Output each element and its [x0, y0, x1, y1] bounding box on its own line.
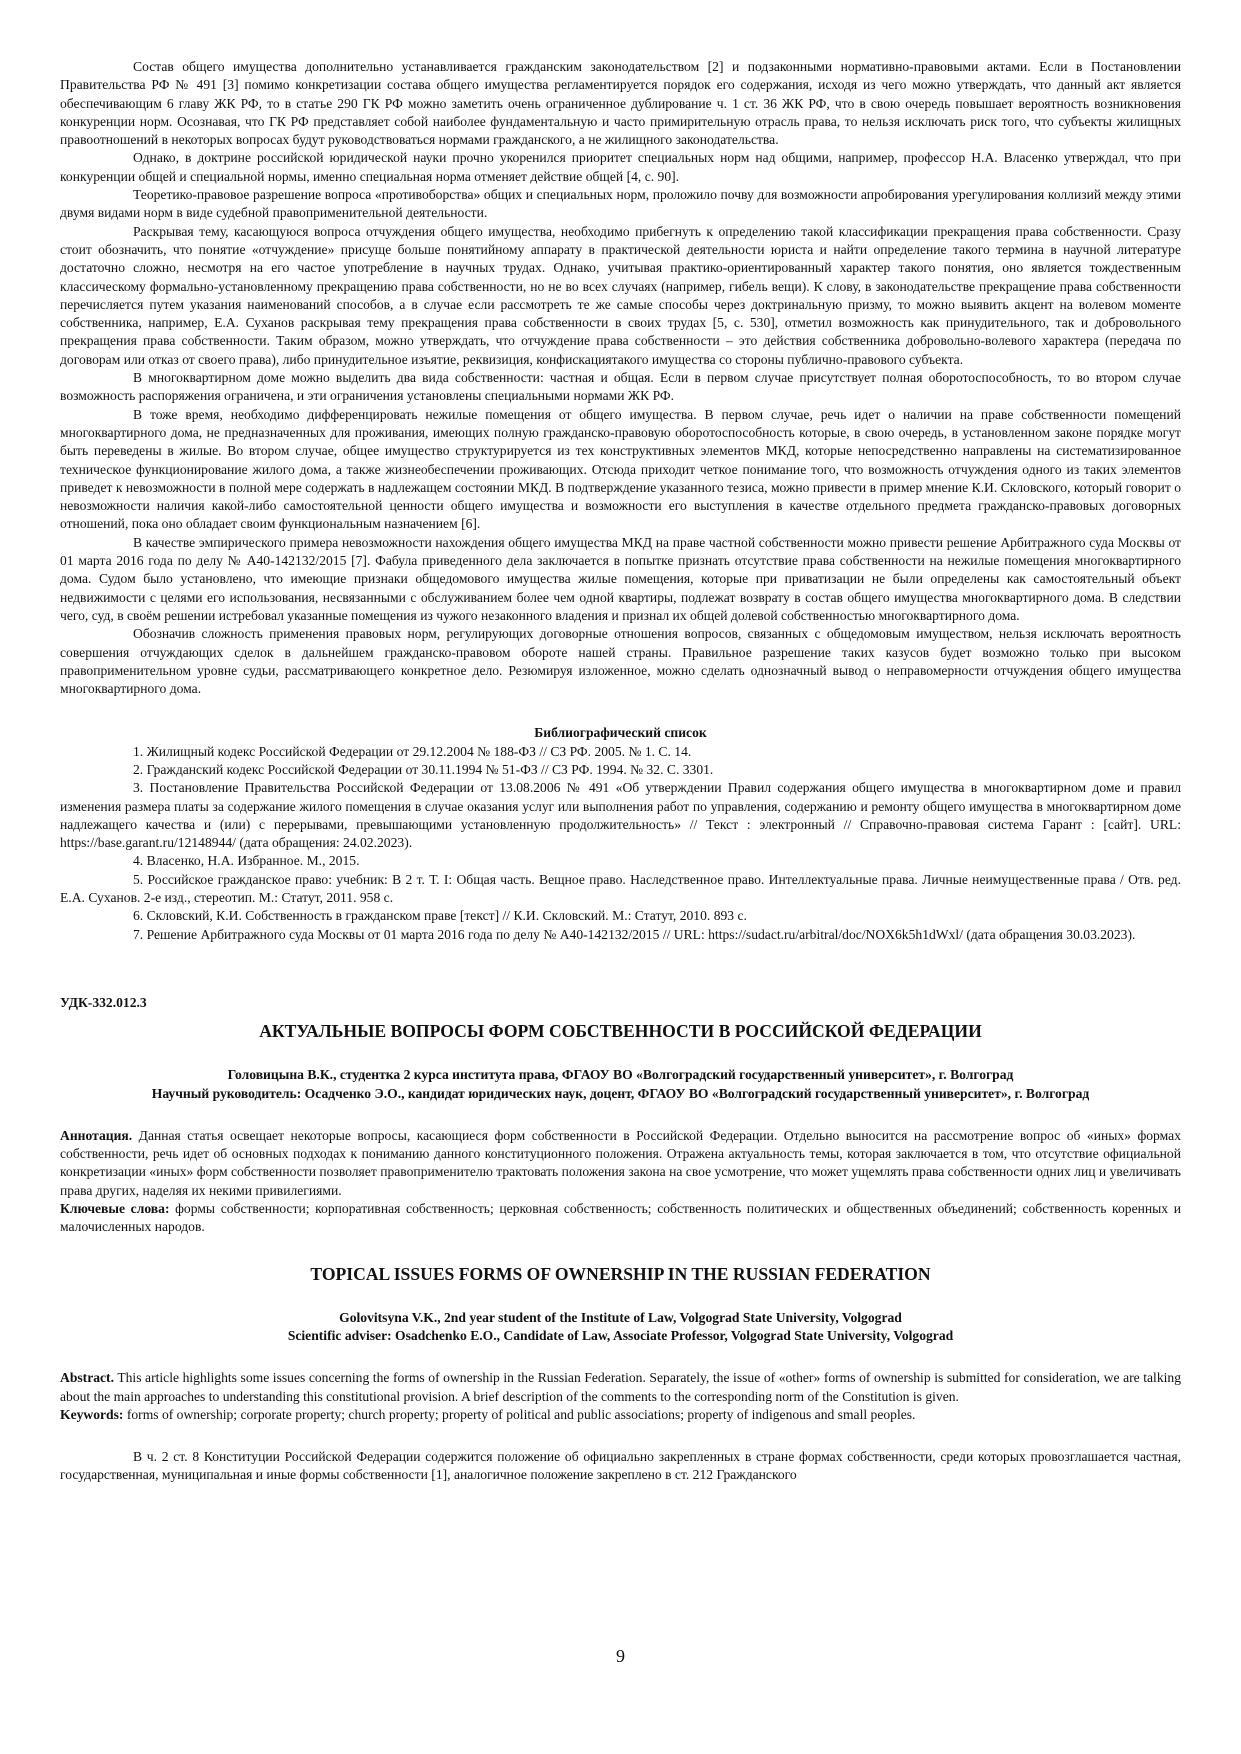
bibliography-item: 7. Решение Арбитражного суда Москвы от 01 марта 2016 года по делу № А40-142132/2015 // URL: https://sudact.ru/arbitral/doc/NOX6k5h1dWxl/ (дата обращения 30.03.2023).	[133, 926, 1136, 942]
article-body-start: В ч. 2 ст. 8 Конституции Российской Федерации содержится положение об официально закрепленных в стране формах собственности, среди которых провозглашается частная, государственная, муниципальная и иные формы собственности [1], аналогичное положение закреплено в ст. 212 Гражданского	[60, 1449, 1181, 1483]
page-number: 9	[616, 1646, 625, 1666]
annotation-block	[60, 1127, 1181, 1237]
abstract-label: Abstract.	[60, 1370, 114, 1386]
bibliography-item: 4. Власенко, Н.А. Избранное. М., 2015.	[133, 853, 360, 869]
keywords-en-label: Keywords:	[60, 1406, 124, 1422]
authors-en	[60, 1309, 1181, 1346]
abstract-block	[60, 1369, 1181, 1424]
keywords-en-text: forms of ownership; corporate property; church property; property of political and public associations; property of indigenous and small peoples.	[126, 1406, 916, 1422]
paragraph: Обозначив сложность применения правовых норм, регулирующих договорные отношения вопросов, связанных с общедомовым имуществом, нельзя исключать вероятность совершения отчуждающих сделок в дальнейшем гражданско-правовом обороте нашей страны. Правильное разрешение таких казусов будет возможно только при высоком правоприменительном уровне судьи, рассматривающего конкретное дело. Резюмируя изложенное, можно сделать однозначный вывод о неправомерности отчуждения общего имущества многоквартирного дома.	[60, 626, 1181, 697]
article-title-ru: АКТУАЛЬНЫЕ ВОПРОСЫ ФОРМ СОБСТВЕННОСТИ В РОССИЙСКОЙ ФЕДЕРАЦИИ	[259, 1021, 982, 1042]
bibliography-item: 5. Российское гражданское право: учебник: В 2 т. Т. I: Общая часть. Вещное право. Наследственное право. Интеллектуальные права. Личные неимущественные права / Отв. ред. Е.А. Суханов. 2-е изд., стереотип. М.: Статут, 2011. 958 с.	[60, 871, 1181, 906]
paragraph: Раскрывая тему, касающуюся вопроса отчуждения общего имущества, необходимо прибегнуть к определению такой классификации прекращения права собственности. Сразу стоит обозначить, что понятие «отчуждение» присуще больше понятийному аппарату в практической деятельности юриста и найти определение такого термина в научной литературе достаточно сложно, несмотря на его частое употребление в научных трудах. Однако, учитывая практико-ориентированный характер такого понятия, оно является тождественным классическому формально-установленному прекращению права собственности, но не во всех случаях (например, гибель вещи). К слову, в законодательстве прекращение права собственности перечисляется путем указания наименований способов, а в случае если рассмотреть те же самые способы через доктринальную призму, то можно выявить акцент на волевом моменте собственника, например, Е.А. Суханов раскрывая тему прекращения права собственности в своих трудах [5, с. 530], отметил возможность как принудительного, так и добровольного прекращения права собственности. Таким образом, можно утверждать, что отчуждение права собственности – это действия собственника добровольно-волевого характера (передача по договорам или отказ от своего права), либо принудительное изъятие, реквизиция, конфискациятакого имущества со стороны публично-правового субъекта.	[60, 223, 1181, 367]
keywords-en	[60, 1406, 1181, 1424]
author-en: Golovitsyna V.K., 2nd year student of the Institute of Law, Volgograd State University, Volgograd	[339, 1309, 902, 1325]
paragraph: В многоквартирном доме можно выделить два вида собственности: частная и общая. Если в первом случае присутствует полная оборотоспособность, то во втором случае возможность распоряжения ограничена, и эти ограничения установлены специальными нормами ЖК РФ.	[60, 370, 1181, 404]
keywords-text: формы собственности; корпоративная собственность; церковная собственность; собственность политических и общественных объединений; собственность коренных и малочисленных народов.	[60, 1201, 1181, 1235]
udk-code: УДК-332.012.3	[60, 994, 147, 1010]
bibliography-item: 3. Постановление Правительства Российской Федерации от 13.08.2006 № 491 «Об утверждении Правил содержания общего имущества в многоквартирном доме и правил изменения размера платы за содержание жилого помещения в случае оказания услуг или выполнения работ по управления, содержанию и ремонту общего имущества в многоквартирном доме надлежащего качества и (или) с перерывами, превышающими установленную продолжительность» // Текст : электронный // Справочно-правовая система Гарант : [сайт]. URL: https://base.garant.ru/12148944/ (дата обращения: 24.02.2023).	[60, 780, 1181, 851]
keywords-ru	[60, 1200, 1181, 1237]
paragraph: В качестве эмпирического примера невозможности нахождения общего имущества МКД на праве частной собственности можно привести решение Арбитражного суда Москвы от 01 марта 2016 года по делу № А40-142132/2015 [7]. Фабула приведенного дела заключается в попытке признать отсутствие права собственности на нежилые помещения многоквартирного дома. Судом было установлено, что имеющие признаки общедомового имущества жилые помещения, которые при приватизации не были определены как самостоятельный объект недвижимости с целями его использования, несвязанными с обслуживанием более чем одной квартиры, подлежат возврату в состав общего имущества многоквартирного дома. В следствии чего, суд, в своём решении истребовал указанные помещения из чужого незаконного владения и признал их общей долевой собственностью многоквартирного дома.	[60, 534, 1181, 623]
bibliography-item: 2. Гражданский кодекс Российской Федерации от 30.11.1994 № 51-ФЗ // СЗ РФ. 1994. № 32. С. 3301.	[133, 761, 714, 777]
abstract-text: This article highlights some issues concerning the forms of ownership in the Russian Federation. Separately, the issue of «other» forms of ownership is submitted for consideration, we are talking about the main approaches to understanding this constitutional provision. A brief description of the comments to the corresponding norm of the Constitution is given.	[60, 1370, 1181, 1404]
article-title-en: TOPICAL ISSUES FORMS OF OWNERSHIP IN THE RUSSIAN FEDERATION	[310, 1263, 931, 1284]
paragraph: Теоретико-правовое разрешение вопроса «противоборства» общих и специальных норм, проложило почву для возможности апробирования урегулирования коллизий между этими двумя видами норм в виде судебной правоприменительной деятельности.	[60, 187, 1181, 221]
abstract	[60, 1369, 1181, 1406]
annotation-text: Данная статья освещает некоторые вопросы, касающиеся форм собственности в Российской Федерации. Отдельно выносится на рассмотрение вопрос об «иных» формах собственности, речь идет об основных подходах к пониманию данного конституционного положения. Отражена актуальность темы, которая заключается в том, что отсутствие официальной конкретизации «иных» форм собственности позволяет правоприменителю трактовать положения закона на свое усмотрение, что может ущемлять права собственности одних лиц и увеличивать права других, наделяя их некими привилегиями.	[60, 1127, 1181, 1198]
adviser-ru: Научный руководитель: Осадченко Э.О., кандидат юридических наук, доцент, ФГАОУ ВО «Волгоградский государственный университет», г. Волгоград	[151, 1085, 1090, 1101]
authors-ru	[60, 1066, 1181, 1103]
bibliography-item: 1. Жилищный кодекс Российской Федерации от 29.12.2004 № 188-ФЗ // СЗ РФ. 2005. № 1. С. 14.	[133, 743, 692, 759]
bibliography-title: Библиографический список	[534, 725, 707, 741]
keywords-label: Ключевые слова:	[60, 1201, 170, 1217]
paragraph: В тоже время, необходимо дифференцировать нежилые помещения от общего имущества. В первом случае, речь идет о наличии на праве собственности помещений многоквартирного дома, не предназначенных для проживания, имеющих полную гражданско-правовую оборотоспособность которые, в свою очередь, в установленном законе порядке могут быть переведены в жилые. Во втором случае, общее имущество структурируется из тех конструктивных элементов МКД, которые непосредственно направлены на систематизированное техническое функционирование жилого дома, а также жизнеобеспечении проживающих. Отсюда приходит четкое понимание того, что возможность отчуждения одного из таких элементов приведет к невозможности в полной мере содержать в надлежащем состоянии МКД. В подтверждение указанного тезиса, можно привести в пример мнение К.И. Скловского, который говорит о невозможности наличия какой-либо самостоятельной ценности общего имущества и возможности его выступления в качестве отдельного предмета гражданско-правовых договорных отношений, пока оно обладает своим функциональным назначением [6].	[60, 406, 1181, 532]
author-ru: Головицына В.К., студентка 2 курса института права, ФГАОУ ВО «Волгоградский государственный университет», г. Волгоград	[227, 1067, 1014, 1083]
annotation-label: Аннотация.	[60, 1127, 133, 1143]
page-content	[60, 58, 1181, 1485]
paragraph: Состав общего имущества дополнительно устанавливается гражданским законодательством [2] и подзаконными нормативно-правовыми актами. Если в Постановлении Правительства РФ № 491 [3] помимо конкретизации состава общего имущества регламентируется порядок его содержания, исходя из чего можно утверждать, что данный акт является обеспечивающим 6 главу ЖК РФ, то в статье 290 ГК РФ можно заметить очень ограниченное дублирование ч. 1 ст. 36 ЖК РФ, что в свою очередь повышает вероятность возникновения конкуренции норм. Осознавая, что ГК РФ представляет собой наиболее фундаментальную и часто примирительную отрасль права, то нельзя исключать риск того, что субъекты жилищных правоотношений в некоторых вопросах будут руководствоваться нормами гражданского, а не жилищного законодательства.	[60, 59, 1181, 148]
adviser-en: Scientific adviser: Osadchenko E.O., Candidate of Law, Associate Professor, Volgograd State University, Volgograd	[287, 1327, 954, 1343]
annotation	[60, 1127, 1181, 1200]
bibliography-item: 6. Скловский, К.И. Собственность в гражданском праве [текст] // К.И. Скловский. М.: Статут, 2010. 893 с.	[133, 908, 747, 924]
bibliography-list	[60, 743, 1181, 944]
paragraph: Однако, в доктрине российской юридической науки прочно укоренился приоритет специальных норм над общими, например, профессор Н.А. Власенко утверждал, что при конкуренции общей и специальной нормы, именно специальная норма отменяет действие общей [4, с. 90].	[60, 150, 1181, 184]
